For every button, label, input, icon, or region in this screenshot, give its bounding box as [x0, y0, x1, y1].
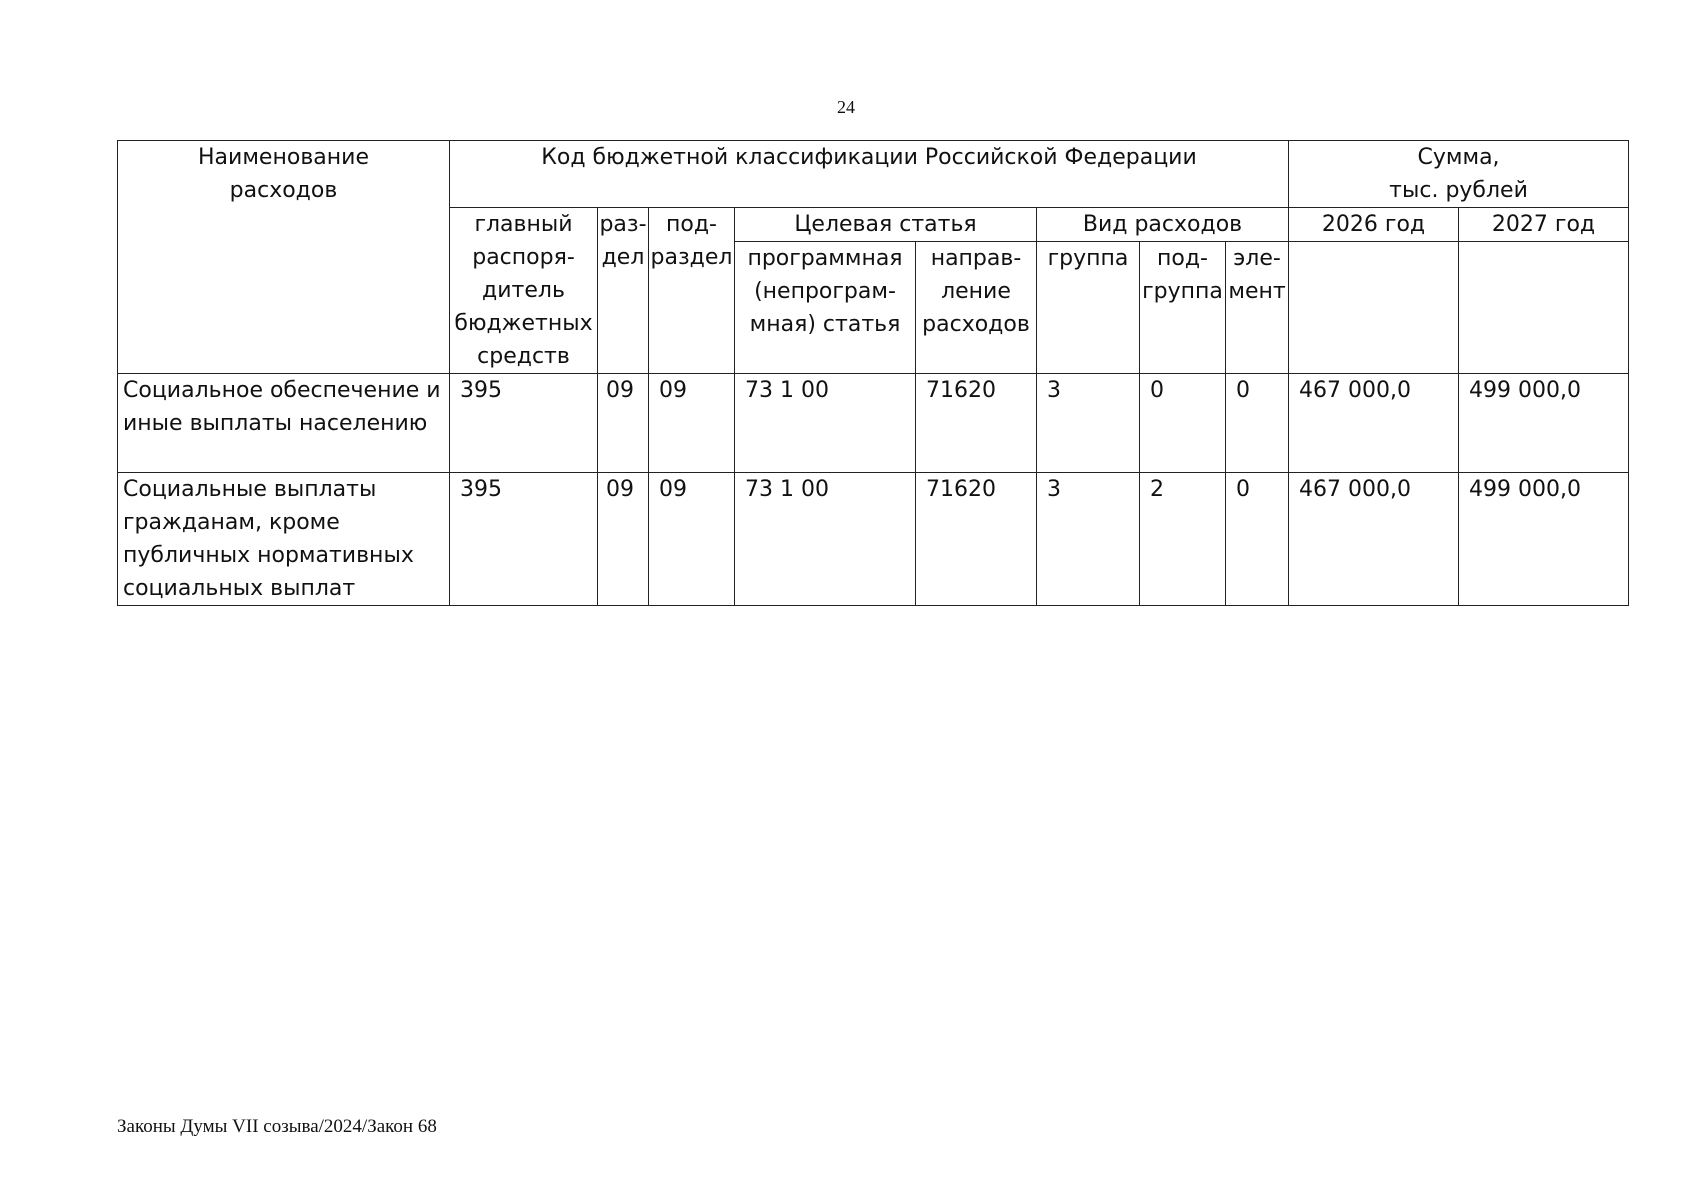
row-subsection: 09: [649, 374, 735, 473]
row-subsection: 09: [649, 473, 735, 606]
header-name: Наименование расходов: [118, 141, 450, 374]
table-row: [118, 374, 1629, 473]
row-group: 3: [1037, 473, 1140, 606]
header-year-2027: 2027 год: [1459, 208, 1629, 242]
row-element: 0: [1226, 473, 1289, 606]
row-name: Социальные выплаты гражданам, кроме публичных нормативных социальных выплат: [118, 473, 450, 606]
row-direction: 71620: [916, 473, 1037, 606]
row-sum-2027: 499 000,0: [1459, 374, 1629, 473]
row-sum-2026: 467 000,0: [1289, 374, 1459, 473]
row-group: 3: [1037, 374, 1140, 473]
row-section: 09: [598, 374, 649, 473]
page-number: 24: [837, 97, 855, 117]
header-subgroup: под- группа: [1140, 242, 1226, 374]
budget-table: [117, 140, 1629, 606]
row-program-article: 73 1 00: [735, 374, 916, 473]
row-manager: 395: [450, 473, 598, 606]
header-year-2026: 2026 год: [1289, 208, 1459, 242]
header-element: эле- мент: [1226, 242, 1289, 374]
header-group: группа: [1037, 242, 1140, 374]
row-sum-2026: 467 000,0: [1289, 473, 1459, 606]
header-main-manager: главный распоря- дитель бюджетных средств: [450, 208, 598, 374]
header-year-2026-blank: [1289, 242, 1459, 374]
document-footer: Законы Думы VII созыва/2024/Закон 68: [117, 1116, 437, 1137]
header-year-2027-blank: [1459, 242, 1629, 374]
header-section: раз- дел: [598, 208, 649, 374]
row-element: 0: [1226, 374, 1289, 473]
header-target-article: Целевая статья: [735, 208, 1037, 242]
row-program-article: 73 1 00: [735, 473, 916, 606]
header-sum: Сумма, тыс. рублей: [1289, 141, 1629, 208]
row-sum-2027: 499 000,0: [1459, 473, 1629, 606]
header-expense-type: Вид расходов: [1037, 208, 1289, 242]
row-subgroup: 2: [1140, 473, 1226, 606]
header-direction: направ- ление расходов: [916, 242, 1037, 374]
row-subgroup: 0: [1140, 374, 1226, 473]
row-name: Социальное обеспечение и иные выплаты населению: [118, 374, 450, 473]
row-section: 09: [598, 473, 649, 606]
row-direction: 71620: [916, 374, 1037, 473]
header-subsection: под- раздел: [649, 208, 735, 374]
header-code: Код бюджетной классификации Российской Федерации: [450, 141, 1289, 208]
header-program-article: программная (непрограм- мная) статья: [735, 242, 916, 374]
table-row: [118, 473, 1629, 606]
row-manager: 395: [450, 374, 598, 473]
